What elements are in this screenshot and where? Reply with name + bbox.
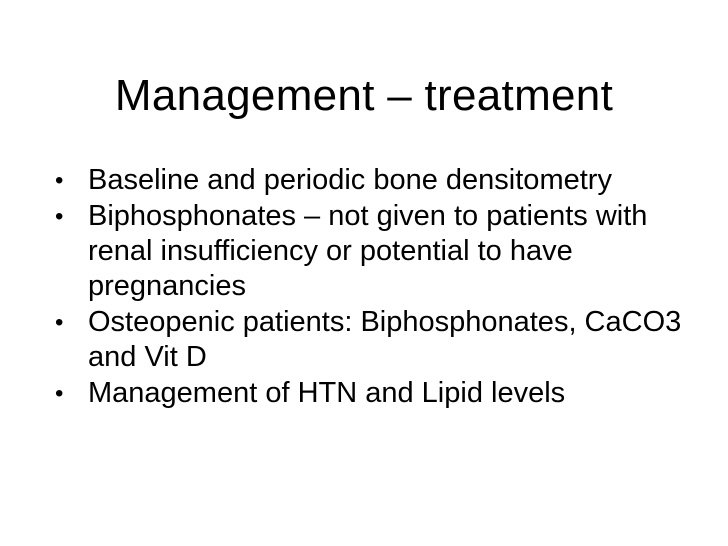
bullet-icon: •: [55, 167, 64, 194]
bullet-item-osteopenic-patients: [55, 305, 695, 375]
bullet-item-biphosphonates: [55, 199, 695, 304]
bullet-item-htn-lipid-management: [55, 376, 695, 411]
bullet-text: Biphosphonates – not given to patients with renal insufficiency or potential to have pregnancies: [88, 200, 648, 302]
slide-title: Management – treatment: [114, 71, 614, 120]
bullet-text: Baseline and periodic bone densitometry: [88, 164, 612, 196]
bullet-icon: •: [55, 203, 64, 230]
bullet-text: Management of HTN and Lipid levels: [88, 377, 566, 409]
bullet-icon: •: [55, 309, 64, 336]
bullet-item-baseline-densitometry: [55, 163, 695, 198]
bullet-list: [55, 163, 695, 412]
bullet-icon: •: [55, 380, 64, 407]
bullet-text: Osteopenic patients: Biphosphonates, CaCO3 and Vit D: [88, 306, 682, 373]
